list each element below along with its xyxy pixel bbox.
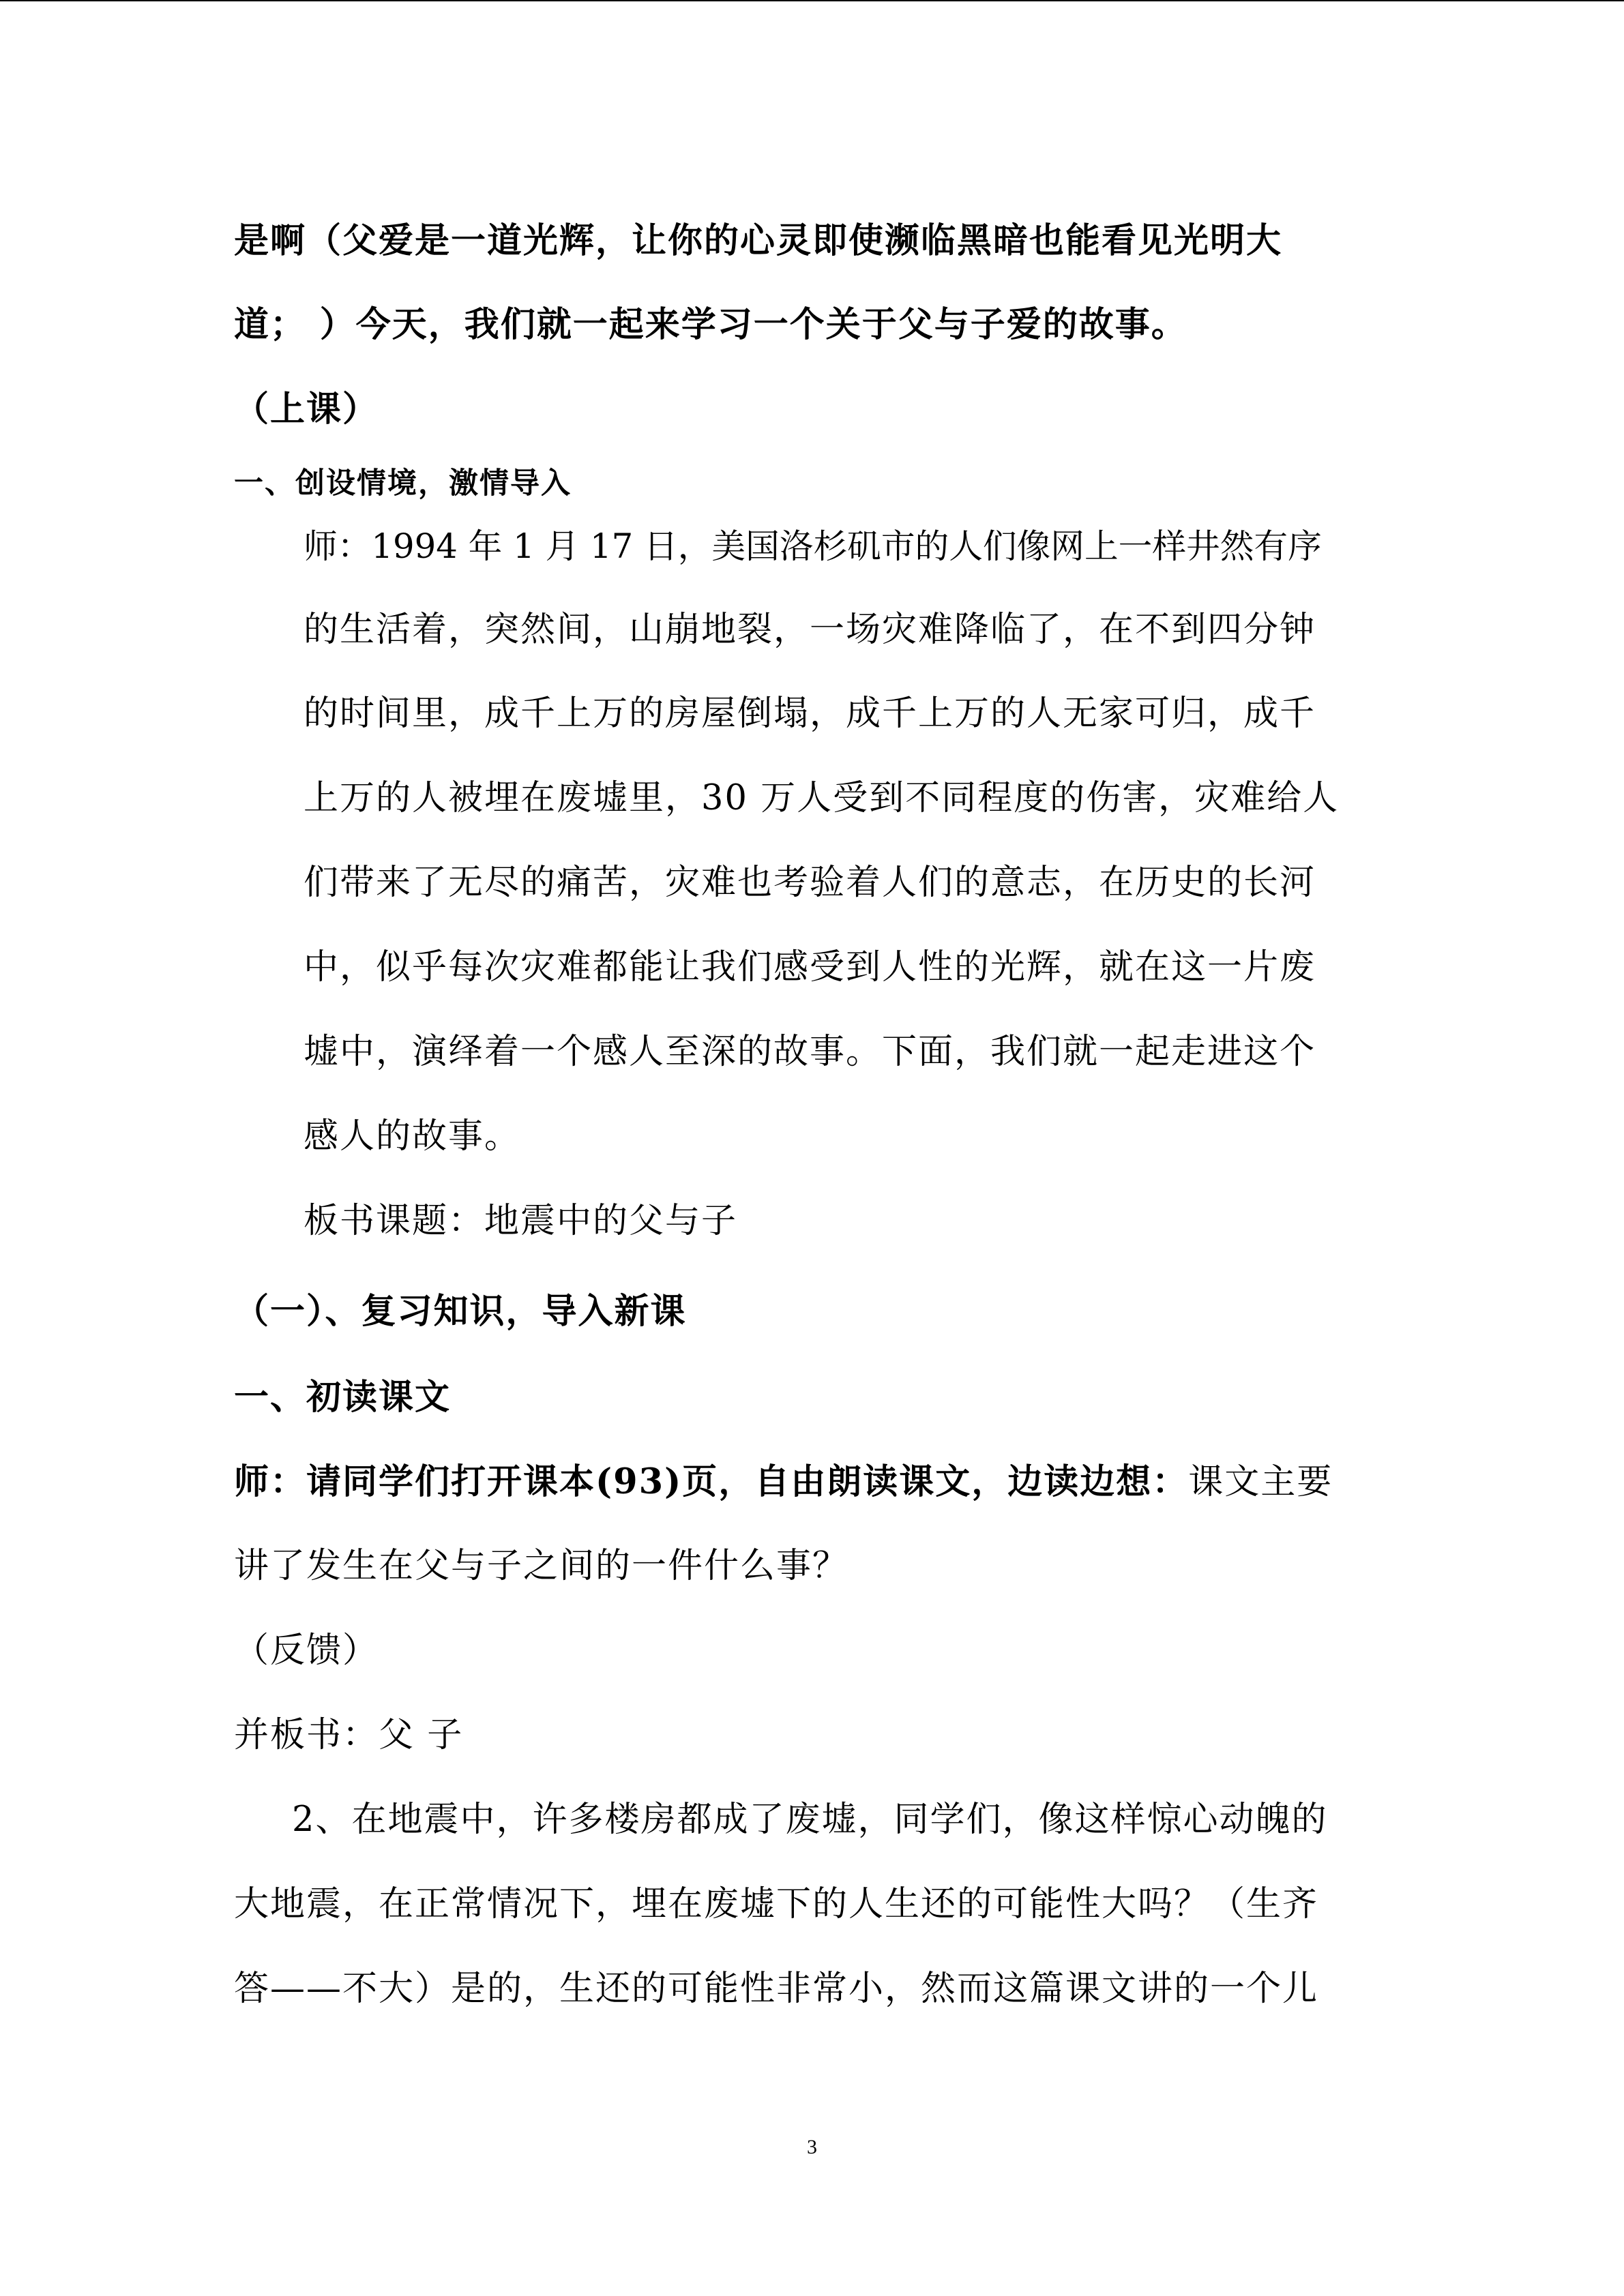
board-note: 并板书：父 子: [234, 1715, 464, 1755]
paragraph-line: 的时间里，成千上万的房屋倒塌，成千上万的人无家可归，成千: [304, 694, 1316, 734]
paragraph-line: 感人的故事。: [304, 1116, 521, 1157]
section-heading: （一）、复习知识，导入新课: [234, 1291, 687, 1332]
paragraph-line: [234, 1461, 1333, 1504]
paragraph-line: 上万的人被埋在废墟里，30 万人受到不同程度的伤害，灾难给人: [304, 778, 1340, 818]
section-heading: 一、创设情境，激情导入: [234, 466, 572, 501]
paragraph-line: 墟中，演绎着一个感人至深的故事。下面，我们就一起走进这个: [304, 1032, 1316, 1072]
paragraph-line: 中，似乎每次灾难都能让我们感受到人性的光辉，就在这一片废: [304, 947, 1316, 987]
teacher-instruction: 师：请同学们打开课本(93)页，自由朗读课文，边读边想：: [234, 1461, 1189, 1502]
paragraph-line: 讲了发生在父与子之间的一件什么事？: [234, 1546, 849, 1586]
paragraph-line: 大地震，在正常情况下，埋在废墟下的人生还的可能性大吗？（生齐: [234, 1884, 1319, 1924]
instruction-continuation: 课文主要: [1188, 1462, 1333, 1502]
section-note: （上课）: [234, 389, 379, 430]
paragraph-line: 的生活着，突然间，山崩地裂，一场灾难降临了，在不到四分钟: [304, 610, 1316, 650]
top-border: [0, 0, 1624, 1]
board-title: 板书课题：地震中的父与子: [304, 1201, 738, 1241]
paragraph-line: 们带来了无尽的痛苦，灾难也考验着人们的意志，在历史的长河: [304, 863, 1316, 903]
paragraph-line: 2、在地震中，许多楼房都成了废墟，同学们，像这样惊心动魄的: [292, 1800, 1328, 1840]
page-number: 3: [807, 2136, 817, 2158]
paragraph-line: 是啊（父爱是一道光辉，让你的心灵即使濒临黑暗也能看见光明大: [234, 220, 1283, 261]
paragraph-line: 道； ）今天，我们就一起来学习一个关于父与子爱的故事。: [234, 304, 1187, 345]
paragraph-line: 师：1994 年 1 月 17 日，美国洛杉矶市的人们像网上一样井然有序: [304, 526, 1322, 566]
paragraph-line: 答——不大）是的，生还的可能性非常小，然而这篇课文讲的一个儿: [234, 1969, 1319, 2009]
section-heading: 一、初读课文: [234, 1377, 452, 1418]
feedback-note: （反馈）: [234, 1630, 379, 1671]
